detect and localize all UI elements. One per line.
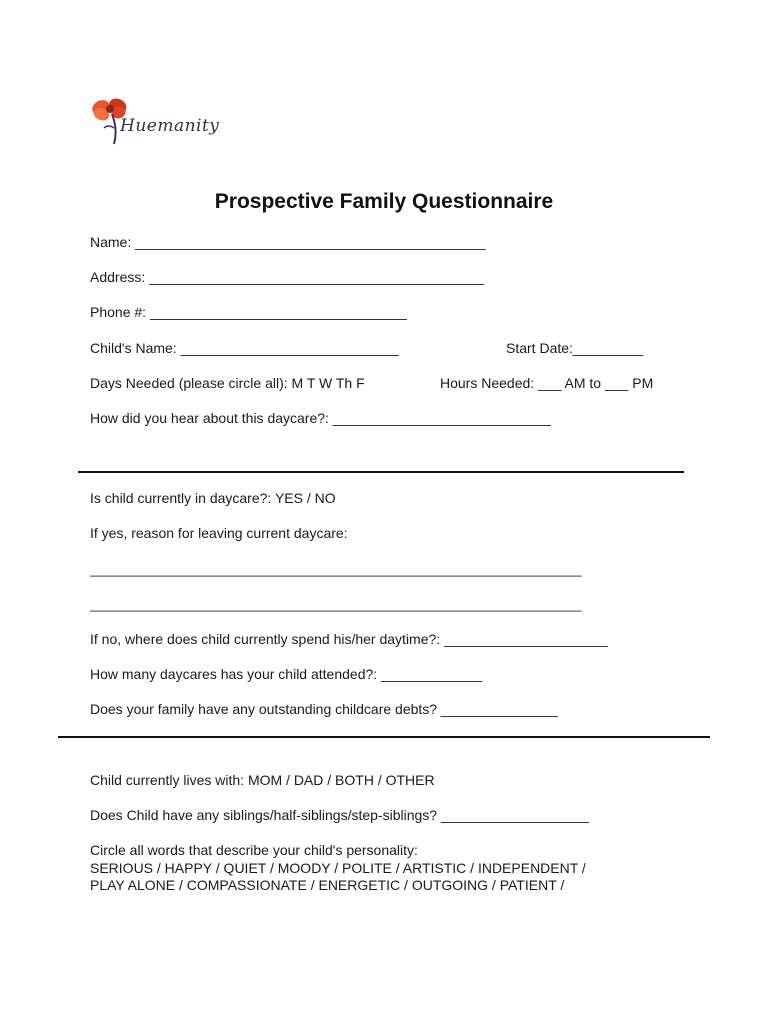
- huemanity-logo: [90, 88, 230, 150]
- page-title: Prospective Family Questionnaire: [214, 190, 554, 213]
- name-field[interactable]: Name: _____________________________________________: [90, 234, 486, 250]
- days-needed-field[interactable]: Days Needed (please circle all): M T W Th F: [90, 375, 365, 391]
- debts-field[interactable]: Does your family have any outstanding childcare debts? _______________: [90, 701, 558, 717]
- section-divider-1: [78, 471, 684, 473]
- lives-with-field[interactable]: Child currently lives with: MOM / DAD / BOTH / OTHER: [90, 772, 435, 788]
- reason-leaving-label: If yes, reason for leaving current daycare:: [90, 525, 348, 541]
- daytime-field[interactable]: If no, where does child currently spend his/her daytime?: _____________________: [90, 631, 608, 647]
- personality-prompt: Circle all words that describe your child's personality:: [90, 842, 418, 858]
- heard-about-field[interactable]: How did you hear about this daycare?: ____________________________: [90, 410, 551, 426]
- hours-needed-field[interactable]: Hours Needed: ___ AM to ___ PM: [440, 375, 654, 391]
- address-field[interactable]: Address: ___________________________________________: [90, 269, 484, 285]
- daycares-attended-field[interactable]: How many daycares has your child attended?: _____________: [90, 666, 483, 682]
- child-name-field[interactable]: Child's Name: ____________________________: [90, 340, 399, 356]
- personality-options-line-1[interactable]: SERIOUS / HAPPY / QUIET / MOODY / POLITE / ARTISTIC / INDEPENDENT /: [90, 860, 586, 876]
- reason-blank-line-2[interactable]: ____________________________________________________________________: [90, 597, 582, 612]
- start-date-field[interactable]: Start Date:_________: [506, 340, 643, 356]
- siblings-field[interactable]: Does Child have any siblings/half-siblings/step-siblings? ___________________: [90, 807, 589, 823]
- reason-blank-line-1[interactable]: ____________________________________________________________________: [90, 562, 582, 577]
- logo-wordmark: Huemanity: [120, 116, 220, 136]
- in-daycare-field[interactable]: Is child currently in daycare?: YES / NO: [90, 490, 336, 506]
- section-divider-2: [58, 736, 710, 738]
- personality-options-line-2[interactable]: PLAY ALONE / COMPASSIONATE / ENERGETIC / OUTGOING / PATIENT /: [90, 877, 565, 893]
- phone-field[interactable]: Phone #: _________________________________: [90, 304, 407, 320]
